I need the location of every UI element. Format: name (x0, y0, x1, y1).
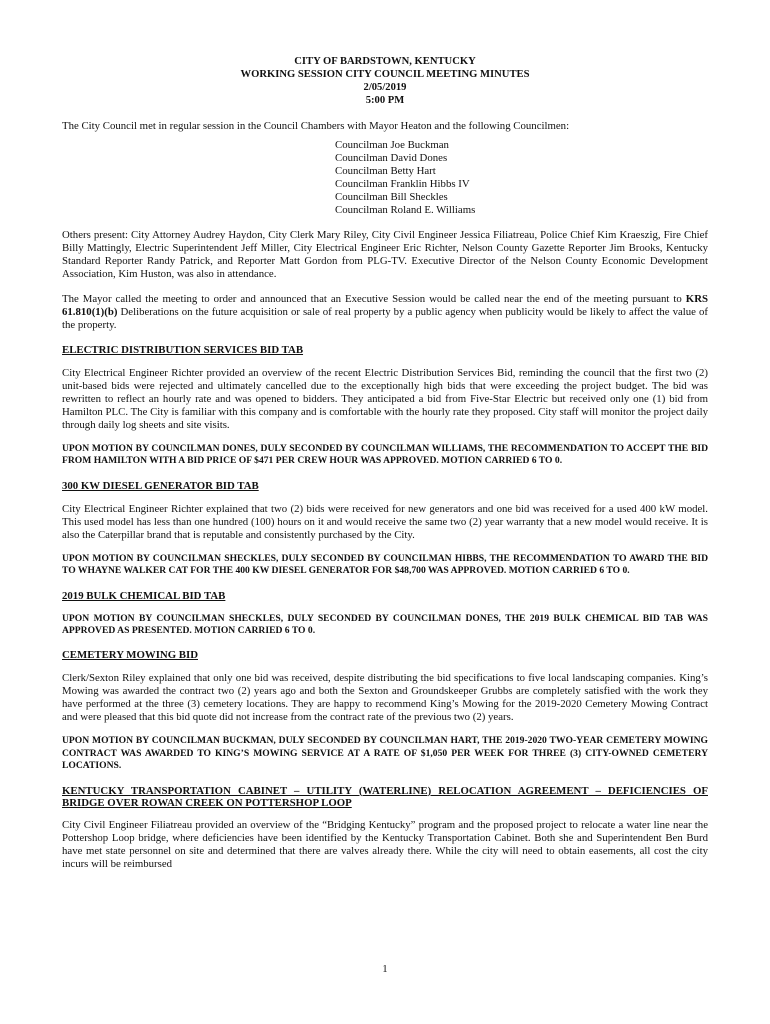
exec-session-text-after: Deliberations on the future acquisition or sale of real property by a public agency when publicity would be likely to affect the value of the property. (62, 306, 708, 331)
section-heading-ktc: KENTUCKY TRANSPORTATION CABINET – UTILITY (WATERLINE) RELOCATION AGREEMENT – DEFICIENCIES OF BRIDGE OVER ROWAN CREEK ON POTTERSHOP LOOP (62, 784, 708, 809)
document-header (62, 55, 708, 107)
section-heading-diesel: 300 KW DIESEL GENERATOR BID TAB (62, 479, 259, 492)
minutes-page (62, 55, 708, 871)
councilman-entry: Councilman David Dones (335, 152, 448, 164)
meeting-time: 5:00 PM (365, 95, 405, 106)
councilman-entry: Councilman Joe Buckman (335, 139, 449, 151)
councilman-entry: Councilman Bill Sheckles (335, 191, 448, 203)
councilman-entry: Councilman Betty Hart (335, 165, 436, 177)
document-title: WORKING SESSION CITY COUNCIL MEETING MINUTES (240, 69, 530, 80)
section-body-electric: City Electrical Engineer Richter provided an overview of the recent Electric Distribution Services Bid, reminding the council that the first two (2) unit-based bids were rejected and ultimately cancelled due to the exceptionally high bids that were exceeding the project budget. The bid was rewritten to reflect an hourly rate and was opened to bidders. They anticipated a bid from Five-Star Electric but received only one (1) bid from Hamilton PLC. The City is familiar with this company and is comfortable with the hourly rate they proposed. City staff will monitor the project daily through daily log sheets and site visits. (62, 367, 708, 431)
page-number: 1 (382, 963, 388, 975)
city-name: CITY OF BARDSTOWN, KENTUCKY (294, 56, 476, 67)
section-body-diesel: City Electrical Engineer Richter explained that two (2) bids were received for new generators and one bid was received for a used 400 kW model. This used model has less than one hundred (100) hours on it and would receive the same two (2) year warranty that a new model would receive. It is also the Caterpillar brand that is reputable and consistently purchased by the City. (62, 502, 708, 541)
exec-session-text-before: The Mayor called the meeting to order and announced that an Executive Session would be called near the end of the meeting pursuant to (62, 293, 686, 305)
motion-chemical: UPON MOTION BY COUNCILMAN SHECKLES, DULY SECONDED BY COUNCILMAN DONES, THE 2019 BULK CHEMICAL BID TAB WAS APPROVED AS PRESENTED. MOTION CARRIED 6 TO 0. (62, 612, 708, 637)
executive-session-paragraph (62, 293, 708, 332)
motion-cemetery: UPON MOTION BY COUNCILMAN BUCKMAN, DULY SECONDED BY COUNCILMAN HART, THE 2019-2020 TWO-YEAR CEMETERY MOWING CONTRACT WAS AWARDED TO KING’S MOWING SERVICE AT A RATE OF $1,050 PER WEEK FOR THREE (3) CITY-OWNED CEMETERY LOCATIONS. (62, 735, 708, 772)
section-body-ktc: City Civil Engineer Filiatreau provided an overview of the “Bridging Kentucky” program and the proposed project to relocate a water line near the Pottershop Loop bridge, where deficiencies have been identified by the Kentucky Transportation Cabinet. Both she and Superintendent Ben Burd have met state personnel on site and determined that there are valves already there. While the city will need to obtain easements, all cost the city incurs will be reimbursed (62, 818, 708, 870)
motion-electric: UPON MOTION BY COUNCILMAN DONES, DULY SECONDED BY COUNCILMAN WILLIAMS, THE RECOMMENDATION TO ACCEPT THE BID FROM HAMILTON WITH A BID PRICE OF $471 PER CREW HOUR WAS APPROVED. MOTION CARRIED 6 TO 0. (62, 443, 708, 467)
section-heading-cemetery: CEMETERY MOWING BID (62, 649, 198, 662)
motion-diesel: UPON MOTION BY COUNCILMAN SHECKLES, DULY SECONDED BY COUNCILMAN HIBBS, THE RECOMMENDATION TO AWARD THE BID TO WHAYNE WALKER CAT FOR THE 400 KW DIESEL GENERATOR FOR $48,700 WAS APPROVED. MOTION CARRIED 6 TO 0. (62, 552, 708, 577)
councilmen-list (335, 139, 708, 217)
meeting-date: 2/05/2019 (363, 82, 407, 93)
councilman-entry: Councilman Franklin Hibbs IV (335, 178, 470, 190)
section-heading-chemical: 2019 BULK CHEMICAL BID TAB (62, 589, 226, 602)
section-heading-electric: ELECTRIC DISTRIBUTION SERVICES BID TAB (62, 344, 304, 356)
councilman-entry: Councilman Roland E. Williams (335, 204, 476, 216)
intro-paragraph: The City Council met in regular session in the Council Chambers with Mayor Heaton and the following Councilmen: (62, 120, 570, 132)
section-body-cemetery: Clerk/Sexton Riley explained that only one bid was received, despite distributing the bid specifications to five local landscaping companies. King’s Mowing was awarded the contract two (2) years ago and both the Sexton and Groundskeeper Grubbs are completely satisfied with the work they have performed at the three (3) cemetery locations. They are happy to recommend King’s Mowing for the 2019-2020 Cemetery Mowing Contract and were pleased that this bid quote did not increase from the contract rate of the previous two (2) years. (62, 672, 708, 724)
others-present-paragraph: Others present: City Attorney Audrey Haydon, City Clerk Mary Riley, City Civil Engineer Jessica Filiatreau, Police Chief Kim Kraeszig, Fire Chief Billy Mattingly, Electric Superintendent Jeff Miller, City Electrical Engineer Eric Richter, Nelson County Gazette Reporter Jim Brooks, Kentucky Standard Reporter Randy Patrick, and Reporter Matt Gordon from PLG-TV. Executive Director of the Nelson County Economic Development Association, Kim Huston, was also in attendance. (62, 229, 708, 280)
statute-reference: KRS 61.810(1)(b) (62, 293, 708, 318)
